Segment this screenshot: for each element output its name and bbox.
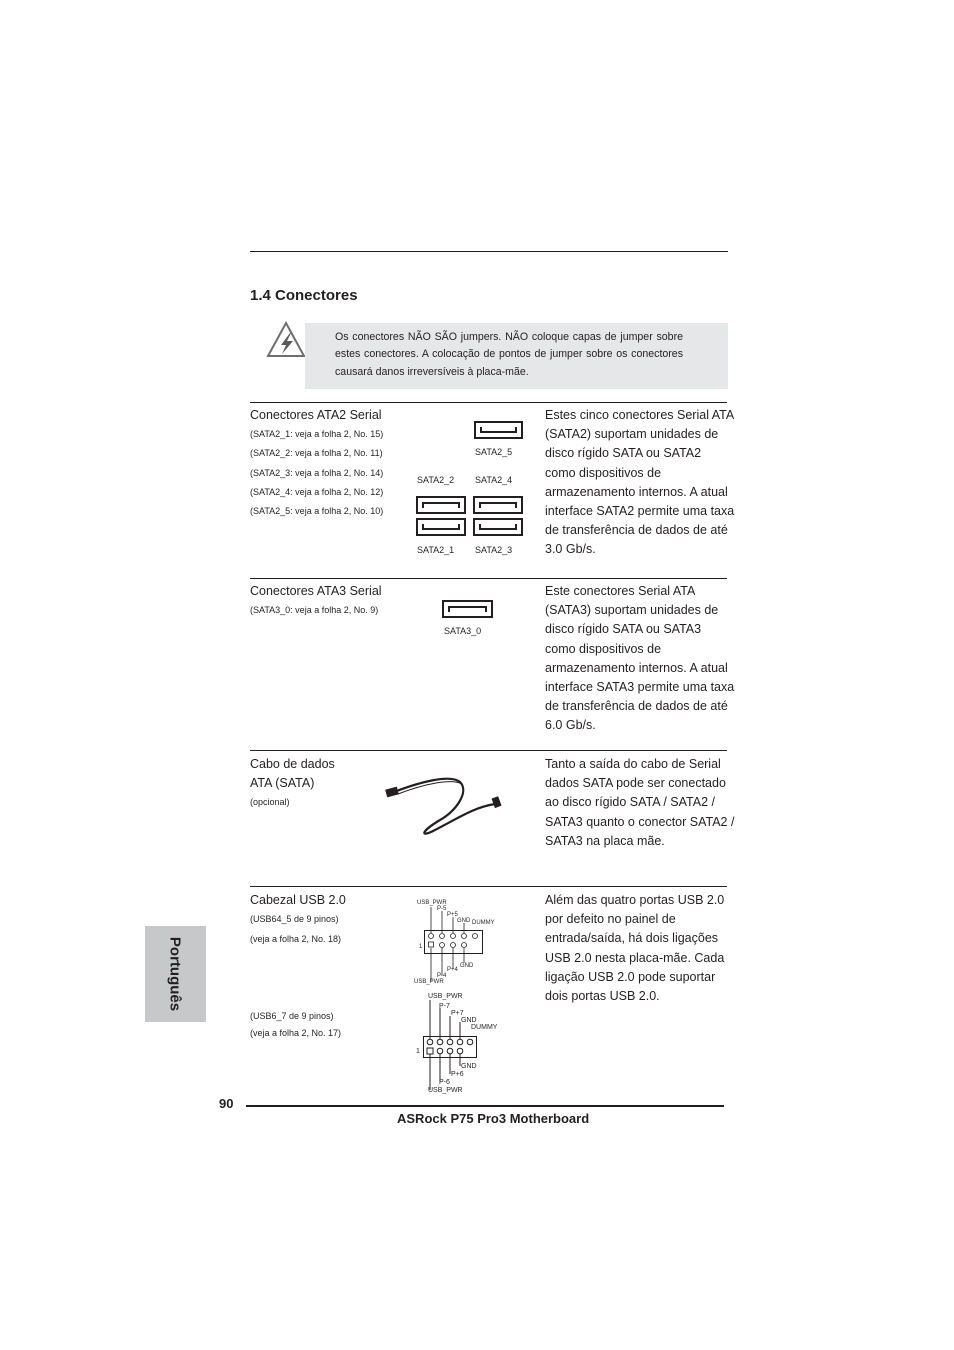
sata2-2-label: SATA2_2 [417,475,455,485]
pin-label: GND [460,963,474,969]
pin-label: DUMMY [472,920,495,926]
sata2-title: Conectores ATA2 Serial [250,408,382,422]
sata2-5-label: SATA2_5 [475,447,513,457]
usb-ref-1a: (USB64_5 de 9 pinos) [250,914,339,924]
pin-label: P+7 [451,1010,464,1017]
top-rule [250,251,728,252]
sata2-3-connector [473,518,523,536]
sata2-3-label: SATA2_3 [475,545,513,555]
divider [250,578,727,579]
sata2-5-connector [474,421,523,439]
sata3-connector [442,600,493,618]
sata2-1-connector [416,518,466,536]
usb-ref-2a: (USB6_7 de 9 pinos) [250,1011,334,1021]
sata2-description: Estes cinco conectores Serial ATA (SATA2) suportam unidades de disco rígido SATA ou SATA2 como dispositivos de armazenamento internos. A atual interface SATA2 permite uma taxa de transferência de dados de até 3.0 Gb/s. [545,408,735,557]
sata2-2-connector [416,496,466,514]
pin-label: USB_PWR [417,900,447,906]
pin-label: GND [461,1017,477,1024]
divider [250,402,727,403]
usb-ref-2b: (veja a folha 2, No. 17) [250,1028,342,1038]
usb-ref-1b: (veja a folha 2, No. 18) [250,934,342,944]
usb-description: Além das quatro portas USB 2.0 por defeito no painel de entrada/saída, há dois ligações USB 2.0 nesta placa-mãe. Cada ligação USB 2.0 pode suportar dois portas USB 2.0. [545,893,725,1004]
sata2-ref: (SATA2_3: veja a folha 2, No. 14) [250,467,384,478]
pin-label: DUMMY [471,1024,498,1031]
pin-label: 1 [419,944,423,950]
pin-label: P+6 [451,1071,464,1078]
warning-text: Os conectores NÃO SÃO jumpers. NÃO coloque capas de jumper sobre estes conectores. A colocação de pontos de jumper sobre os conectores causará danos irreversíveis à placa-mãe. [335,331,683,378]
pin-label: P-4 [437,973,447,979]
side-tab-label: Português [166,936,184,1012]
sata2-ref: (SATA2_4: veja a folha 2, No. 12) [250,486,384,497]
pin-label: USB_PWR [428,1087,463,1094]
page-number: 90 [219,1096,234,1111]
sata2-ref-list [250,425,383,521]
pin-label: P+4 [447,967,458,973]
footer-rule [246,1105,724,1107]
pin-label: GND [461,1063,477,1070]
pin-label: P-7 [439,1003,450,1010]
pin-label: P+5 [447,912,458,918]
usb-header-1-diagram [412,897,502,987]
sata3-description: Este conectores Serial ATA (SATA3) suportam unidades de disco rígido SATA ou SATA3 como dispositivos de armazenamento internos. A atual interface SATA3 permite uma taxa de transferência de dados de até 6.0 Gb/s. [545,584,735,733]
pin-label: P-5 [437,906,447,912]
usb-title: Cabezal USB 2.0 [250,893,346,907]
cable-description: Tanto a saída do cabo de Serial dados SATA pode ser conectado ao disco rígido SATA / SATA2 / SATA3 quanto o conector SATA2 / SATA3 na placa mãe. [545,757,735,848]
usb-header-2-diagram [413,992,505,1096]
sata3-label: SATA3_0 [444,626,482,636]
footer-text: ASRock P75 Pro3 Motherboard [397,1111,590,1126]
divider [250,886,727,887]
sata2-4-connector [473,496,523,514]
sata2-ref: (SATA2_2: veja a folha 2, No. 11) [250,448,383,459]
sata2-1-label: SATA2_1 [417,545,455,555]
sata2-ref: (SATA2_1: veja a folha 2, No. 15) [250,429,384,439]
pin-label: 1 [416,1048,420,1055]
cable-note: (opcional) [250,797,290,807]
section-title: 1.4 Conectores [250,287,358,304]
cable-title: Cabo de dados ATA (SATA) [250,757,335,791]
sata3-ref: (SATA3_0: veja a folha 2, No. 9) [250,605,379,615]
sata2-4-label: SATA2_4 [475,475,513,485]
divider [250,750,727,751]
pin-label: USB_PWR [414,979,444,985]
language-side-tab [145,926,206,1022]
warning-icon [266,321,306,364]
sata-cable-image [380,772,512,843]
sata2-ref: (SATA2_5: veja a folha 2, No. 10) [250,506,384,517]
pin-label: USB_PWR [428,993,463,1000]
pin-label: GND [457,918,471,924]
sata3-title: Conectores ATA3 Serial [250,584,382,598]
pin-label: P-6 [439,1079,450,1086]
